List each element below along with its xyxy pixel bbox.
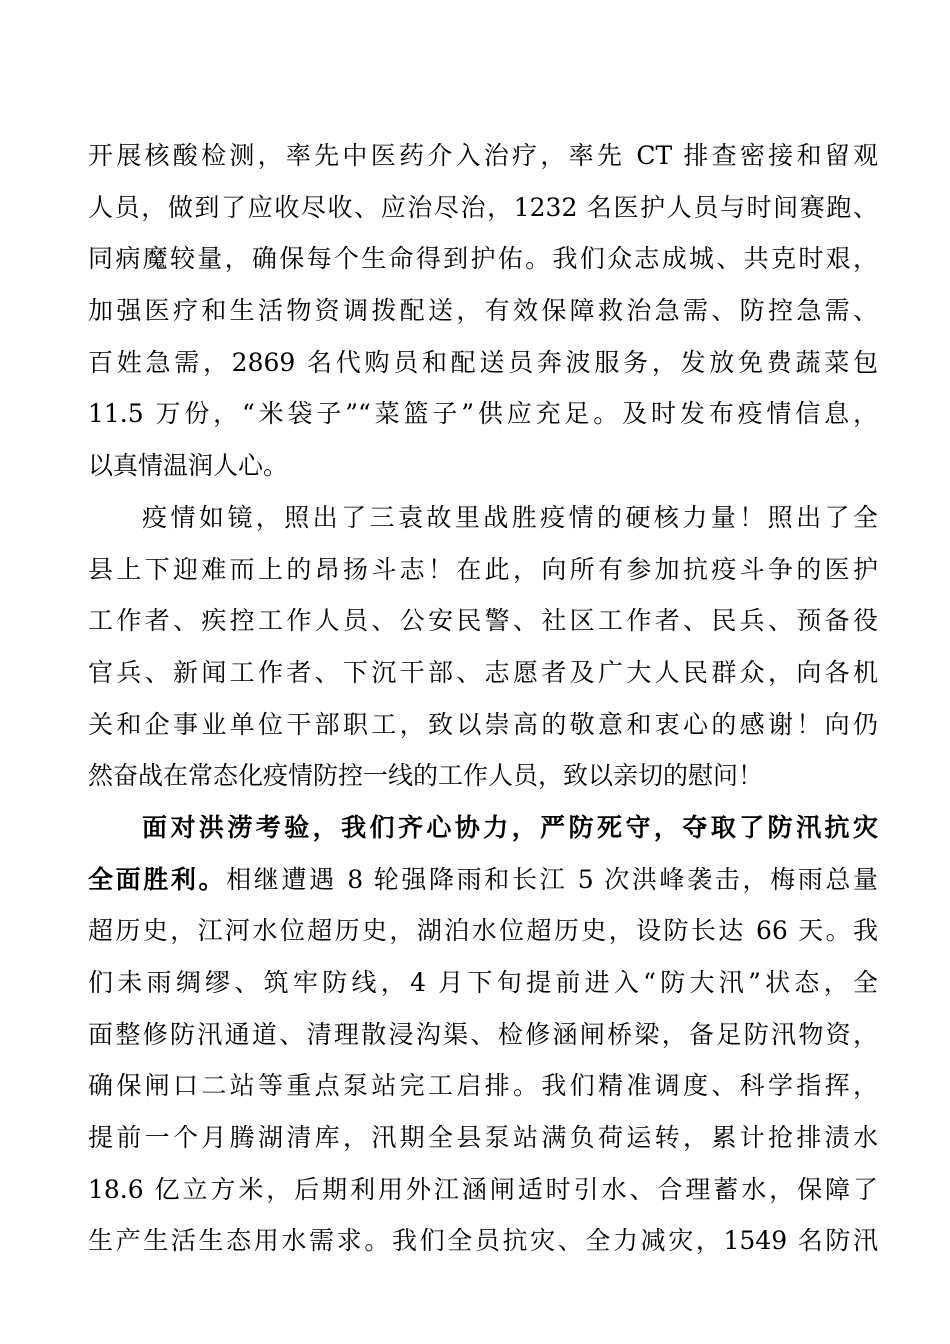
- paragraph-epidemic-response: [88, 130, 878, 492]
- text-line: [88, 1164, 878, 1216]
- text-line: [88, 285, 878, 337]
- text-line: [88, 233, 878, 285]
- text-run: 县上下迎难而上的昂扬斗志！在此，向所有参加抗疫斗争的医护: [88, 554, 878, 584]
- text-line: [88, 182, 878, 234]
- bold-heading-run: 面对洪涝考验，我们齐心协力，严防死守，夺取了防汛抗灾: [142, 812, 878, 842]
- text-run: 同病魔较量，确保每个生命得到护佑。我们众志成城、共克时艰，: [88, 244, 878, 274]
- text-run: 疫情如镜，照出了三袁故里战胜疫情的硬核力量！照出了全: [142, 502, 878, 532]
- text-line: [88, 440, 878, 492]
- text-line: [88, 595, 878, 647]
- text-line: [88, 388, 878, 440]
- text-line: [88, 854, 878, 906]
- text-run: 开展核酸检测，率先中医药介入治疗，率先 CT 排查密接和留观: [88, 141, 878, 170]
- text-line: [88, 1215, 878, 1267]
- text-line: [88, 957, 878, 1009]
- text-line: [88, 699, 878, 751]
- paragraph-gratitude: [88, 492, 878, 802]
- text-line: [88, 647, 878, 699]
- text-run: 百姓急需，2869 名代购员和配送员奔波服务，发放免费蔬菜包: [88, 347, 878, 377]
- text-line: [88, 492, 878, 544]
- text-line: [88, 750, 878, 802]
- text-line: [88, 802, 878, 854]
- text-run: 们未雨绸缪、筑牢防线，4 月下旬提前进入“防大汛”状态，全: [88, 968, 878, 997]
- text-run: 18.6 亿立方米，后期利用外江涵闸适时引水、合理蓄水，保障了: [88, 1174, 878, 1204]
- text-run: 官兵、新闻工作者、下沉干部、志愿者及广大人民群众，向各机: [88, 657, 878, 687]
- text-run: 相继遭遇 8 轮强降雨和长江 5 次洪峰袭击，梅雨总量: [226, 864, 878, 894]
- text-run: 生产生活生态用水需求。我们全员抗灾、全力减灾，1549 名防汛: [88, 1226, 878, 1256]
- text-line: [88, 905, 878, 957]
- text-run: 关和企事业单位干部职工，致以崇高的敬意和衷心的感谢！向仍: [88, 709, 878, 739]
- text-line: [88, 1112, 878, 1164]
- text-run: 超历史，江河水位超历史，湖泊水位超历史，设防长达 66 天。我: [88, 916, 878, 946]
- text-run: 然奋战在常态化疫情防控一线的工作人员，致以亲切的慰问！: [88, 761, 764, 791]
- text-line: [88, 1009, 878, 1061]
- document-body: [88, 130, 878, 1267]
- text-run: 确保闸口二站等重点泵站完工启排。我们精准调度、科学指挥，: [88, 1071, 878, 1101]
- text-run: 人员，做到了应收尽收、应治尽治，1232 名医护人员与时间赛跑、: [88, 192, 878, 222]
- text-run: 面整修防汛通道、清理散浸沟渠、检修涵闸桥梁，备足防汛物资，: [88, 1019, 878, 1049]
- text-line: [88, 544, 878, 596]
- text-run: 工作者、疾控工作人员、公安民警、社区工作者、民兵、预备役: [88, 606, 878, 636]
- text-run: 提前一个月腾湖清库，汛期全县泵站满负荷运转，累计抢排渍水: [88, 1123, 878, 1153]
- text-run: 11.5 万份，“米袋子”“菜篮子”供应充足。及时发布疫情信息，: [88, 399, 878, 429]
- paragraph-flood-control: [88, 802, 878, 1267]
- text-line: [88, 337, 878, 389]
- bold-heading-run: 全面胜利。: [88, 864, 227, 894]
- text-line: [88, 130, 878, 182]
- text-line: [88, 1060, 878, 1112]
- text-run: 加强医疗和生活物资调拨配送，有效保障救治急需、防控急需、: [88, 296, 878, 326]
- text-run: 以真情温润人心。: [88, 451, 289, 481]
